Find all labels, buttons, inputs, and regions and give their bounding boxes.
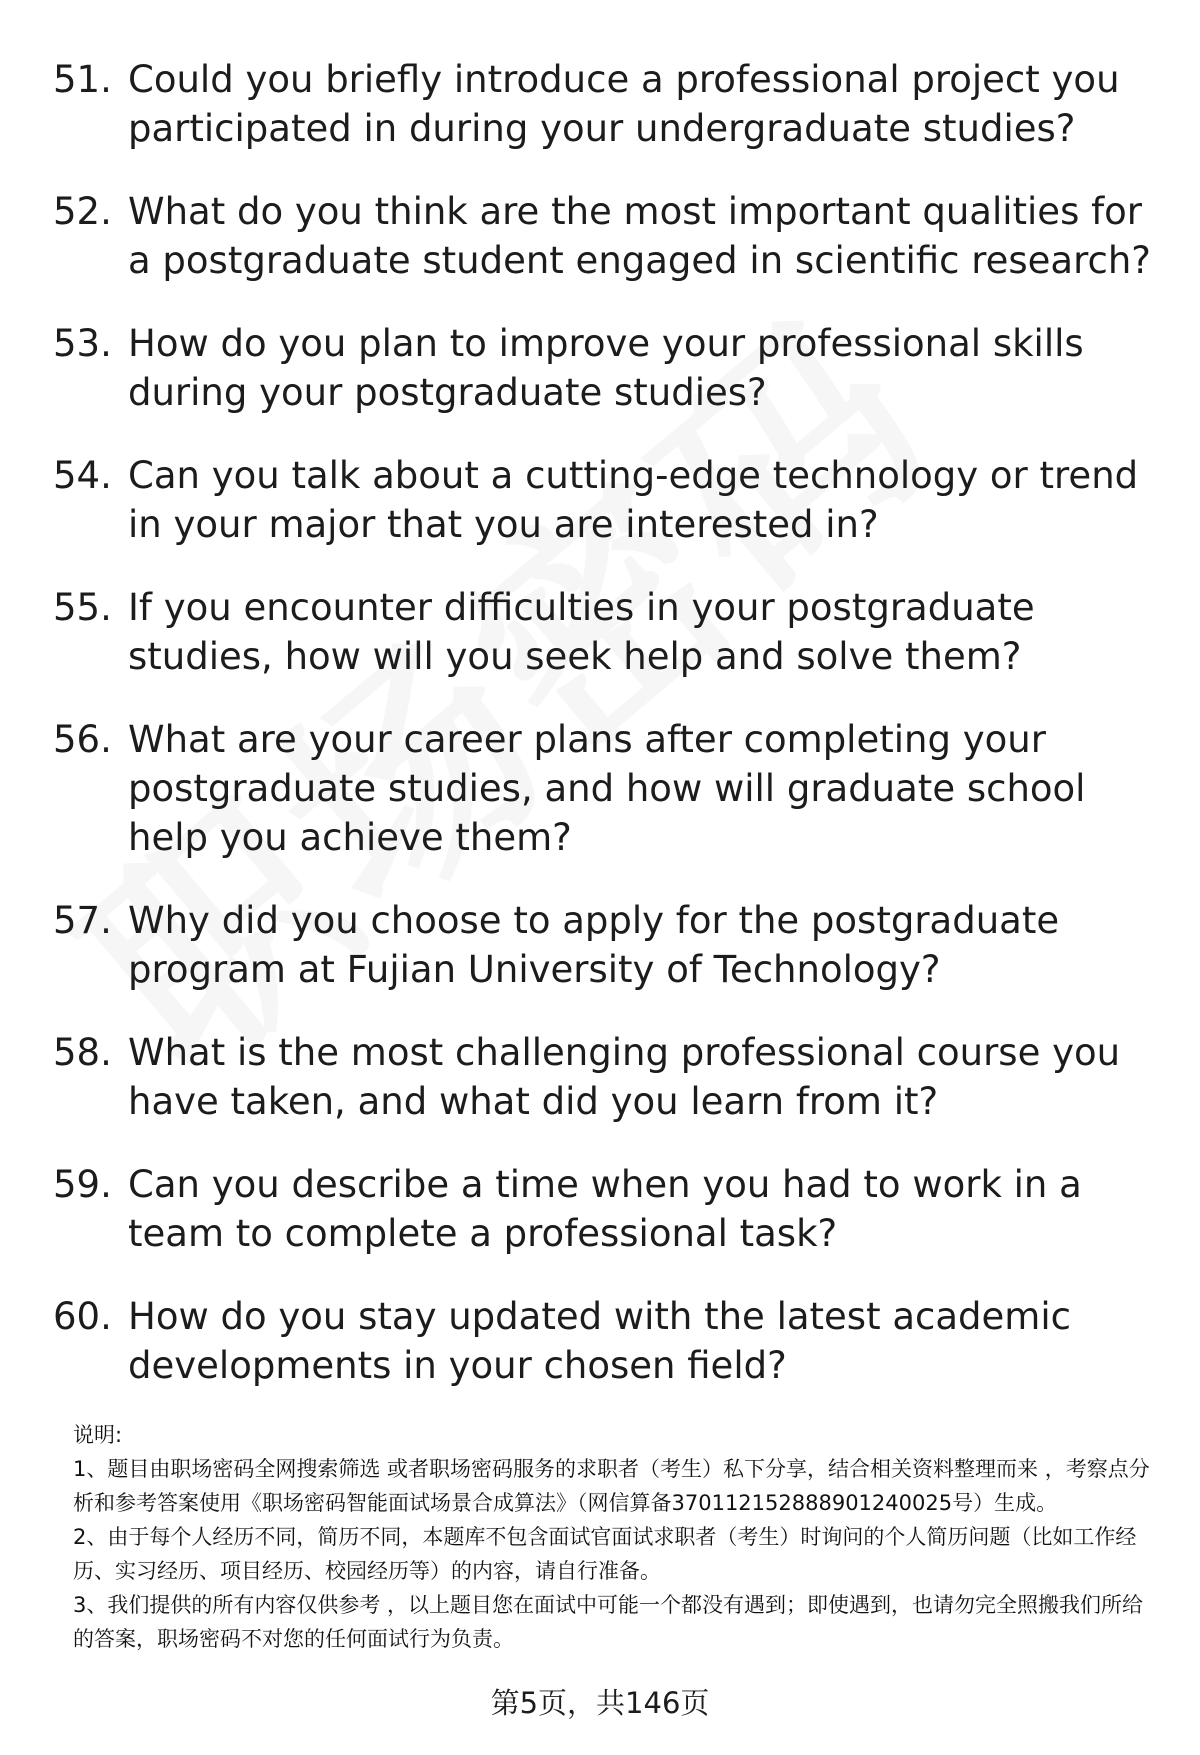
- question-item: [0, 583, 1200, 681]
- question-text: Why did you choose to apply for the postgraduate program at Fujian University of Technology?: [128, 899, 1060, 991]
- question-item: [0, 451, 1200, 549]
- question-text: What are your career plans after completing your postgraduate studies, and how will graduate school help you achieve them?: [128, 718, 1086, 859]
- note-item: 3、我们提供的所有内容仅供参考 ，以上题目您在面试中可能一个都没有遇到；即使遇到，也请勿完全照搬我们所给的答案，职场密码不对您的任何面试行为负责。: [73, 1593, 1144, 1651]
- question-text: What is the most challenging professional course you have taken, and what did you learn from it?: [128, 1031, 1121, 1123]
- note-item: 1、题目由职场密码全网搜索筛选 或者职场密码服务的求职者（考生）私下分享，结合相关资料整理而来 ，考察点分析和参考答案使用《职场密码智能面试场景合成算法》（网信算备370112152888901240025号）生成。: [73, 1457, 1150, 1515]
- question-number: 55.: [53, 586, 112, 629]
- notes-section: [73, 1418, 1153, 1656]
- question-number: 59.: [53, 1163, 112, 1206]
- question-text: What do you think are the most important qualities for a postgraduate student engaged in scientific research?: [128, 190, 1151, 282]
- question-item: [0, 715, 1200, 862]
- question-text: How do you plan to improve your professional skills during your postgraduate studies?: [128, 322, 1084, 414]
- question-number: 53.: [53, 322, 112, 365]
- question-item: [0, 1292, 1200, 1390]
- question-number: 60.: [53, 1295, 112, 1338]
- question-list: [0, 55, 1200, 1424]
- notes-heading: 说明:: [73, 1423, 123, 1447]
- question-text: How do you stay updated with the latest academic developments in your chosen field?: [128, 1295, 1071, 1387]
- question-item: [0, 187, 1200, 285]
- question-text: Could you briefly introduce a professional project you participated in during your undergraduate studies?: [128, 58, 1120, 150]
- question-number: 56.: [53, 718, 112, 761]
- question-text: Can you talk about a cutting-edge technology or trend in your major that you are interested in?: [128, 454, 1139, 546]
- question-item: [0, 55, 1200, 153]
- question-item: [0, 896, 1200, 994]
- question-item: [0, 1028, 1200, 1126]
- question-number: 51.: [53, 58, 112, 101]
- question-number: 57.: [53, 899, 112, 942]
- question-item: [0, 319, 1200, 417]
- page-number: 第5页，共146页: [490, 1686, 710, 1720]
- question-item: [0, 1160, 1200, 1258]
- question-number: 58.: [53, 1031, 112, 1074]
- question-text: Can you describe a time when you had to work in a team to complete a professional task?: [128, 1163, 1082, 1255]
- question-number: 54.: [53, 454, 112, 497]
- question-number: 52.: [53, 190, 112, 233]
- question-text: If you encounter difficulties in your postgraduate studies, how will you seek help and solve them?: [128, 586, 1035, 678]
- note-item: 2、由于每个人经历不同，简历不同，本题库不包含面试官面试求职者（考生）时询问的个人简历问题（比如工作经历、实习经历、项目经历、校园经历等）的内容，请自行准备。: [73, 1525, 1137, 1583]
